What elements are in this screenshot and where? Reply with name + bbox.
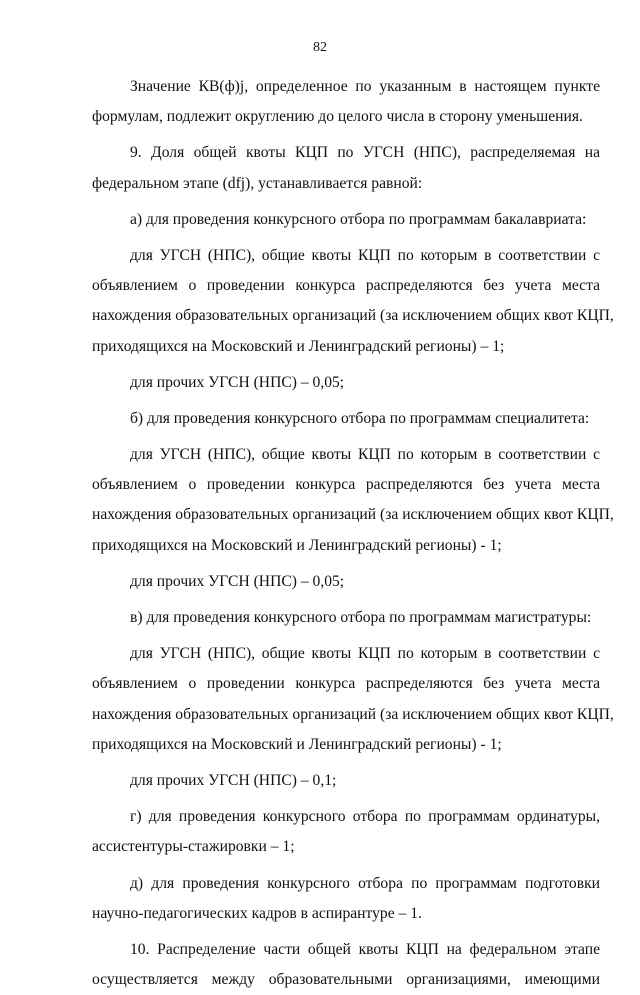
paragraph [92, 567, 600, 597]
text-line: б) для проведения конкурсного отбора по программам специалитета: [130, 409, 590, 427]
text-line: г) для проведения конкурсного отбора по программам ординатуры, [130, 808, 600, 826]
paragraph [92, 404, 600, 434]
paragraph [92, 138, 600, 198]
text-line: объявлением о проведении конкурса распределяются без учета места [92, 277, 600, 295]
document-body [92, 72, 614, 995]
text-line: для прочих УГСН (НПС) – 0,05; [130, 373, 345, 391]
paragraph [92, 869, 600, 929]
paragraph [92, 368, 600, 398]
text-line: нахождения образовательных организаций (за исключением общих квот КЦП, [92, 705, 614, 723]
text-line: нахождения образовательных организаций (за исключением общих квот КЦП, [92, 506, 614, 524]
text-line: для УГСН (НПС), общие квоты КЦП по которым в соответствии с [130, 446, 600, 464]
text-line: в) для проведения конкурсного отбора по программам магистратуры: [130, 609, 592, 626]
text-line: нахождения образовательных организаций (за исключением общих квот КЦП, [92, 307, 614, 325]
text-line: для УГСН (НПС), общие квоты КЦП по которым в соответствии с [130, 246, 600, 264]
text-line: формулам, подлежит округлению до целого числа в сторону уменьшения. [92, 108, 583, 126]
text-line: а) для проведения конкурсного отбора по программам бакалавриата: [130, 210, 587, 228]
page-number: 82 [313, 40, 327, 55]
text-line: приходящихся на Московский и Ленинградский регионы) – 1; [92, 337, 505, 355]
paragraph [92, 802, 600, 862]
text-line: объявлением о проведении конкурса распределяются без учета места [92, 476, 600, 494]
paragraph [92, 639, 614, 760]
text-line: для УГСН (НПС), общие квоты КЦП по которым в соответствии с [130, 645, 600, 663]
text-line: 10. Распределение части общей квоты КЦП на федеральном этапе [130, 940, 600, 958]
text-line: осуществляется между образовательными организациями, имеющими [92, 971, 600, 989]
paragraph [92, 766, 600, 796]
paragraph [92, 205, 600, 235]
text-line: федеральном этапе (dfj), устанавливается равной: [92, 174, 423, 192]
text-line: объявлением о проведении конкурса распределяются без учета места [92, 675, 600, 693]
paragraph [92, 72, 600, 132]
text-line: приходящихся на Московский и Ленинградский регионы) - 1; [92, 536, 502, 554]
paragraph [92, 603, 600, 633]
paragraph [92, 935, 600, 995]
text-line: д) для проведения конкурсного отбора по программам подготовки [130, 874, 600, 892]
paragraph [92, 440, 614, 561]
text-line: ассистентуры-стажировки – 1; [92, 838, 295, 856]
text-line: для прочих УГСН (НПС) – 0,1; [130, 771, 337, 789]
paragraph [92, 241, 614, 362]
text-line: для прочих УГСН (НПС) – 0,05; [130, 572, 345, 590]
text-line: приходящихся на Московский и Ленинградский регионы) - 1; [92, 735, 502, 753]
text-line: 9. Доля общей квоты КЦП по УГСН (НПС), распределяемая на [130, 144, 600, 162]
text-line: Значение КВ(ф)j, определенное по указанным в настоящем пункте [130, 78, 600, 95]
text-line: научно-педагогических кадров в аспирантуре – 1. [92, 904, 422, 922]
